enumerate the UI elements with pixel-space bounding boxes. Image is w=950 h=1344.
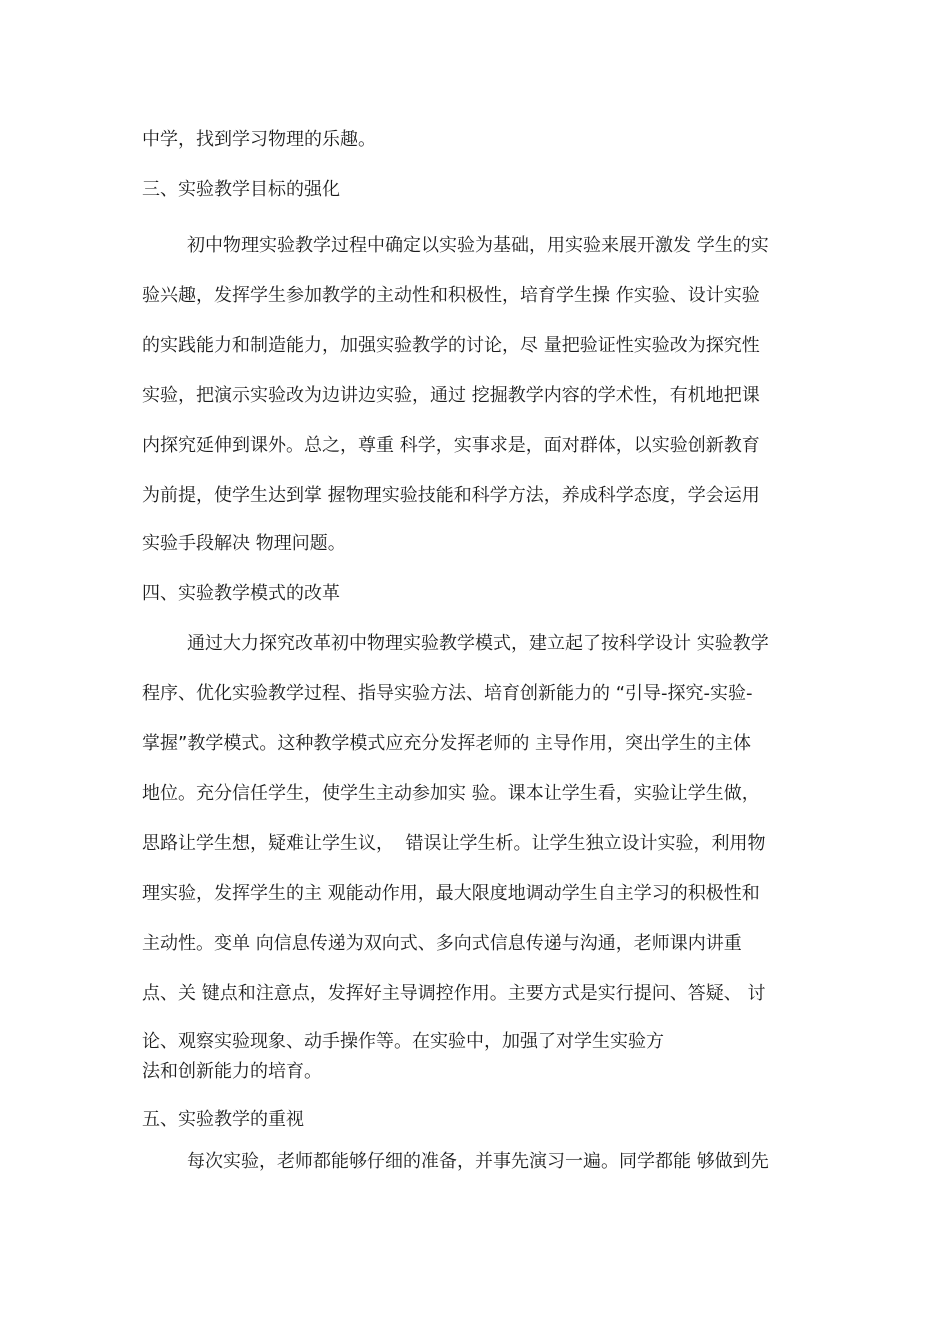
text-line: 实验手段解决 物理问题。	[142, 533, 346, 554]
text-line: 掌握”教学模式。这种教学模式应充分发挥老师的 主导作用，突出学生的主体	[142, 733, 752, 754]
section-heading: 三、实验教学目标的强化	[142, 179, 340, 200]
text-line: 理实验，发挥学生的主 观能动作用，最大限度地调动学生自主学习的积极性和	[142, 883, 760, 904]
text-line: 地位。充分信任学生，使学生主动参加实 验。课本让学生看，实验让学生做，	[142, 783, 760, 804]
text-line: 主动性。变单 向信息传递为双向式、多向式信息传递与沟通，老师课内讲重	[142, 933, 742, 954]
text-line: 每次实验，老师都能够仔细的准备，并事先演习一遍。同学都能 够做到先	[187, 1151, 769, 1172]
text-line: 初中物理实验教学过程中确定以实验为基础，用实验来展开激发 学生的实	[187, 235, 769, 256]
text-line: 内探究延伸到课外。总之，尊重 科学，实事求是，面对群体，以实验创新教育	[142, 435, 760, 456]
text-line: 思路让学生想，疑难让学生议， 错误让学生析。让学生独立设计实验，利用物	[142, 833, 766, 854]
text-line: 的实践能力和制造能力，加强实验教学的讨论，尽 量把验证性实验改为探究性	[142, 335, 760, 356]
text-line: 点、关 键点和注意点，发挥好主导调控作用。主要方式是实行提问、答疑、 讨	[142, 983, 766, 1004]
section-heading: 五、实验教学的重视	[142, 1109, 304, 1130]
text-line: 实验，把演示实验改为边讲边实验，通过 挖掘教学内容的学术性，有机地把课	[142, 385, 760, 406]
text-line: 通过大力探究改革初中物理实验教学模式，建立起了按科学设计 实验教学	[187, 633, 769, 654]
text-line: 中学，找到学习物理的乐趣。	[142, 129, 376, 150]
text-line: 论、观察实验现象、动手操作等。在实验中，加强了对学生实验方	[142, 1031, 664, 1052]
text-line: 验兴趣，发挥学生参加教学的主动性和积极性，培育学生操 作实验、设计实验	[142, 285, 760, 306]
text-line: 为前提，使学生达到掌 握物理实验技能和科学方法，养成科学态度，学会运用	[142, 485, 760, 506]
text-line: 法和创新能力的培育。	[142, 1061, 322, 1082]
section-heading: 四、实验教学模式的改革	[142, 583, 340, 604]
text-line: 程序、优化实验教学过程、指导实验方法、培育创新能力的 “引导-探究-实验-	[142, 683, 753, 704]
